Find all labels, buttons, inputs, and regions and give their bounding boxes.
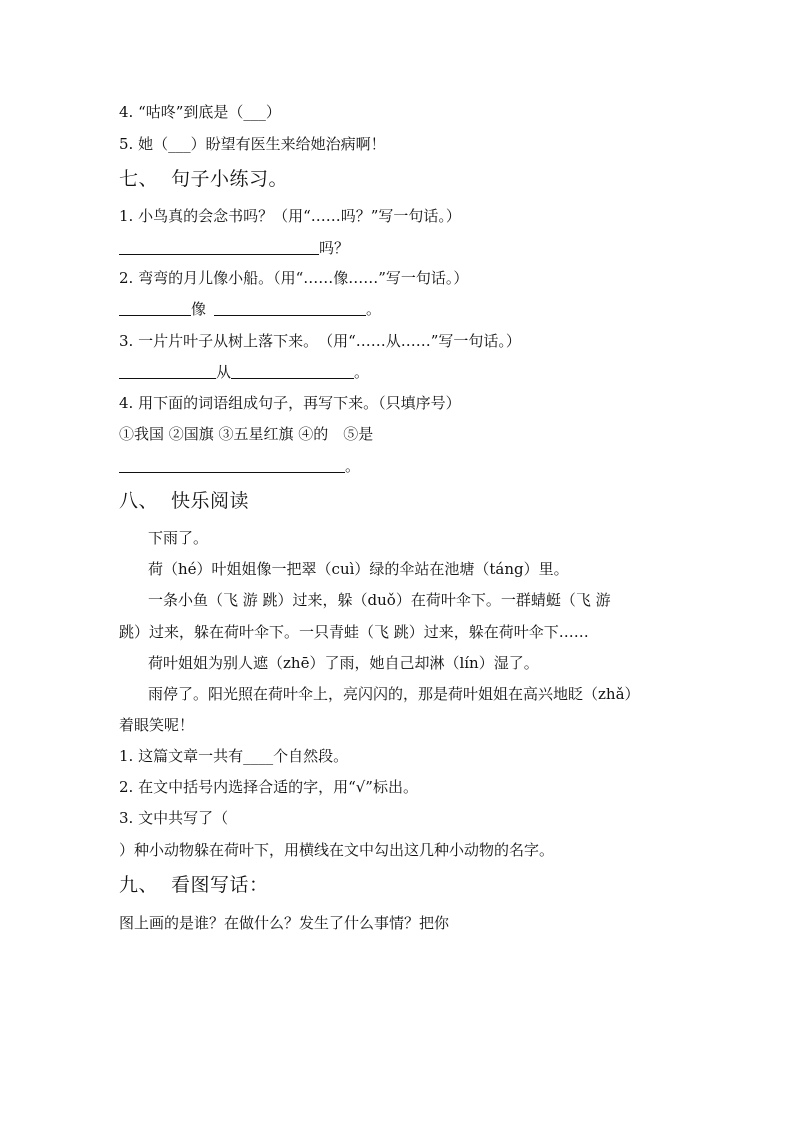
answer-blank[interactable] (119, 362, 216, 379)
section6-question-5: 5. 她（___）盼望有医生来给她治病啊！ (119, 135, 386, 153)
answer-blank[interactable] (119, 299, 191, 316)
reading-paragraph-3-line-2: 跳）过来，躲在荷叶伞下。一只青蛙（飞 跳）过来，躲在荷叶伞下…… (119, 623, 589, 641)
section8-title: 快乐阅读 (171, 490, 250, 512)
section7-answer-line-4 (119, 456, 360, 476)
reading-paragraph-4: 荷叶姐姐为别人遮（zhē）了雨，她自己却淋（lín）湿了。 (148, 654, 539, 672)
section9-title: 看图写话： (171, 874, 269, 896)
section8-question-2: 2. 在文中括号内选择合适的字，用“√”标出。 (119, 778, 418, 796)
answer-blank[interactable] (119, 456, 345, 473)
section7-heading (119, 167, 288, 191)
section7-answer-line-2 (119, 299, 381, 319)
answer-end-text: 。 (354, 363, 370, 381)
section8-question-3-line-1: 3. 文中共写了（ (119, 809, 229, 827)
section8-question-1: 1. 这篇文章一共有____个自然段。 (119, 747, 349, 765)
section7-question-2: 2. 弯弯的月儿像小船。（用“……像……”写一句话。） (119, 269, 469, 287)
answer-end-text: 。 (345, 457, 361, 475)
section6-question-4: 4. “咕咚”到底是（___） (119, 103, 281, 121)
section7-word-list: ①我国 ②国旗 ③五星红旗 ④的 ⑤是 (119, 425, 374, 443)
section9-prompt: 图上画的是谁？在做什么？发生了什么事情？把你 (119, 914, 450, 932)
reading-paragraph-5-line-1: 雨停了。阳光照在荷叶伞上，亮闪闪的，那是荷叶姐姐在高兴地眨（zhǎ） (148, 685, 640, 703)
answer-blank[interactable] (119, 238, 319, 255)
answer-middle-text: 像 (191, 300, 207, 318)
reading-paragraph-1: 下雨了。 (148, 529, 209, 547)
reading-paragraph-2: 荷（hé）叶姐姐像一把翠（cuì）绿的伞站在池塘（táng）里。 (148, 560, 569, 578)
section7-answer-line-3 (119, 362, 369, 382)
section7-question-4: 4. 用下面的词语组成句子，再写下来。（只填序号） (119, 394, 461, 412)
section8-number: 八、 (119, 490, 159, 512)
reading-paragraph-3-line-1: 一条小鱼（飞 游 跳）过来，躲（duǒ）在荷叶伞下。一群蜻蜓（飞 游 (148, 591, 611, 609)
section7-answer-line-1 (119, 238, 349, 258)
answer-middle-text: 从 (216, 363, 232, 381)
answer-tail-text: 吗？ (319, 239, 350, 257)
section9-heading (119, 873, 269, 897)
answer-blank[interactable] (214, 299, 366, 316)
section9-number: 九、 (119, 874, 159, 896)
section8-heading (119, 489, 249, 513)
reading-paragraph-5-line-2: 着眼笑呢！ (119, 716, 195, 734)
answer-end-text: 。 (366, 300, 382, 318)
section7-question-1: 1. 小鸟真的会念书吗？（用“……吗？”写一句话。） (119, 207, 461, 225)
section7-title: 句子小练习。 (171, 168, 289, 190)
section7-question-3: 3. 一片片叶子从树上落下来。 （用“……从……”写一句话。） (119, 332, 521, 350)
section8-question-3-line-2: ）种小动物躲在荷叶下，用横线在文中勾出这几种小动物的名字。 (119, 841, 555, 859)
answer-blank[interactable] (231, 362, 354, 379)
section7-number: 七、 (119, 168, 159, 190)
